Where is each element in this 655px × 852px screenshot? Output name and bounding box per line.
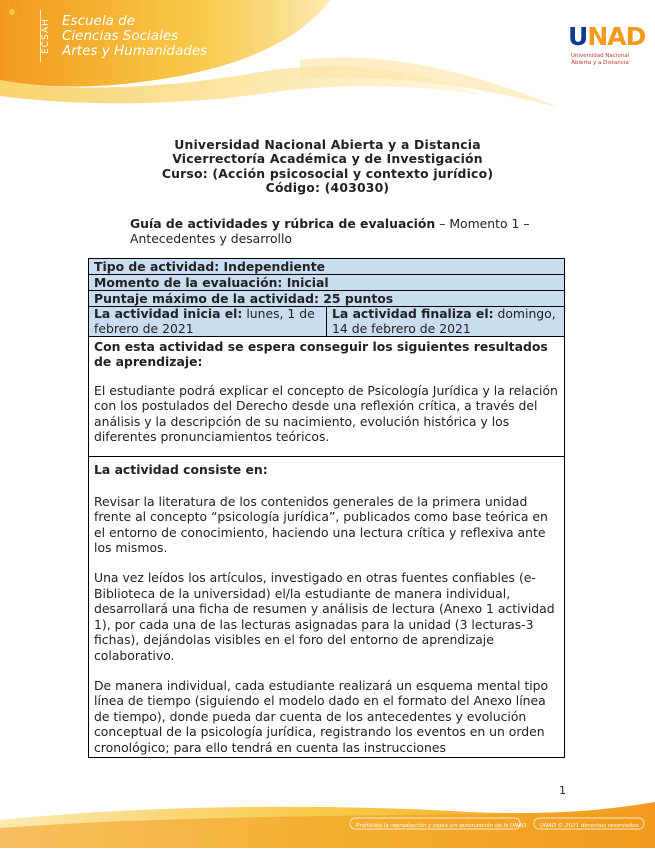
- title-vicerrectoria: Vicerrectoría Académica y de Investigación: [172, 151, 483, 167]
- end-date: [327, 307, 564, 336]
- end-value: domingo, 14 de febrero de 2021: [332, 306, 556, 336]
- page-number: 1: [559, 784, 566, 797]
- start-label: La actividad inicia el:: [94, 306, 243, 321]
- copyright-notice: Prohibida la reproducción y copia sin autorización de la UNAD.: [356, 823, 529, 829]
- title-course: Curso: (Acción psicosocial y contexto jurídico): [161, 165, 494, 181]
- school-line-1: Escuela de: [62, 13, 136, 29]
- title-code: Código: (403030): [265, 179, 390, 195]
- footer-banner: [0, 798, 655, 848]
- school-line-2: Ciencias Sociales: [62, 28, 179, 44]
- school-name: [62, 14, 207, 59]
- rights-notice: UNAD © 2021 derechos reservados.: [540, 823, 641, 829]
- activity-table: [88, 258, 565, 758]
- logo-subtitle: [563, 53, 637, 67]
- unad-logo-icon: [0, 0, 74, 66]
- title-block: [0, 138, 655, 195]
- max-score: Puntaje máximo de la actividad: 25 puntos: [89, 291, 564, 307]
- header-banner: [0, 0, 655, 118]
- logo-nad: NAD: [587, 22, 646, 51]
- dates-row: [89, 307, 564, 337]
- title-university: Universidad Nacional Abierta y a Distancia: [174, 137, 481, 152]
- paragraph-3: De manera individual, cada estudiante realizará un esquema mental tipo línea de tiempo (siguiendo el modelo dado en el formato del Anexo línea de tiempo), donde pueda dar cuenta de los antecedentes y evolución conceptual de la psicología jurídica, registrando los eventos en un orden cronológico; para ello tendrá en cuenta las instrucciones: [94, 677, 549, 755]
- learning-results-heading: Con esta actividad se espera conseguir los siguientes resultados de aprendizaje:: [94, 339, 548, 370]
- logo-sub-2: Abierta y a Distancia: [571, 60, 629, 66]
- side-label: ECSAH: [40, 10, 63, 62]
- activity-description-section: [89, 457, 564, 757]
- evaluation-moment: Momento de la evaluación: Inicial: [89, 275, 564, 291]
- activity-consists-heading: La actividad consiste en:: [94, 462, 268, 478]
- start-date: [89, 307, 327, 336]
- learning-results-section: [89, 337, 564, 457]
- logo-sub-1: Universidad Nacional: [570, 53, 630, 59]
- guide-title: Guía de actividades y rúbrica de evaluación: [130, 216, 436, 231]
- school-line-3: Artes y Humanidades: [62, 43, 208, 59]
- paragraph-1: Revisar la literatura de los contenidos generales de la primera unidad frente al concepto “psicología jurídica”, publicados como base teórica en el entorno de conocimiento, haciendo una lectura crítica y reflexiva ante los mismos.: [94, 493, 548, 556]
- logo-wordmark: [568, 22, 645, 51]
- paragraph-2: Una vez leídos los artículos, investigado en otras fuentes confiables (e-Biblioteca de la universidad) el/la estudiante de manera individual, desarrollará una ficha de resumen y análisis de lectura (Anexo 1 actividad 1), por cada una de las lecturas asignadas para la unidad (3 lecturas-3 fichas), dejándolas visibles en el foro del entorno de aprendizaje colaborativo.: [94, 570, 555, 663]
- guide-moment: – Momento 1 – Antecedentes y desarrollo: [130, 216, 530, 246]
- end-label: La actividad finaliza el:: [332, 306, 494, 321]
- activity-type: Tipo de actividad: Independiente: [89, 259, 564, 275]
- guide-heading: [130, 216, 590, 246]
- start-value: lunes, 1 de febrero de 2021: [94, 306, 315, 336]
- logo-u: U: [568, 22, 588, 51]
- learning-results-text: El estudiante podrá explicar el concepto de Psicología Jurídica y la relación con los postulados del Derecho desde una reflexión crítica, a través del análisis y la descripción de su nacimiento, evolución histórica y los diferentes pronunciamientos teóricos.: [94, 382, 558, 445]
